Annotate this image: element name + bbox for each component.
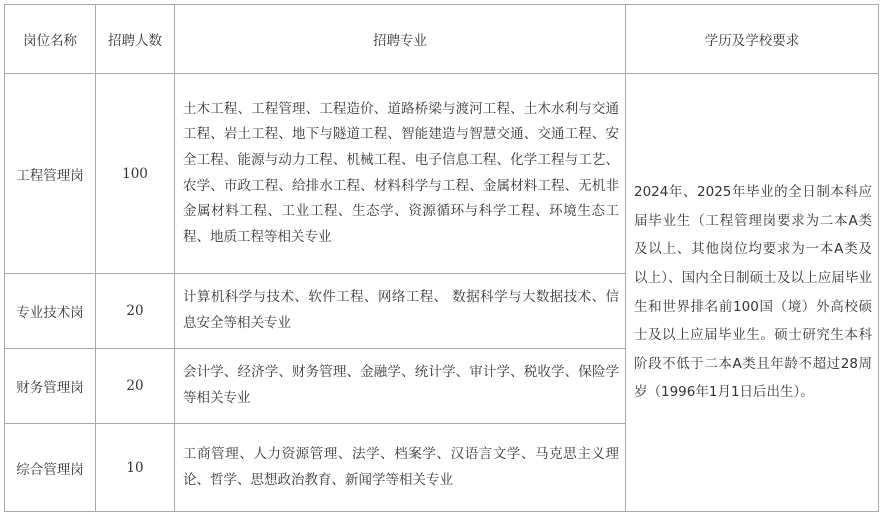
hire-count: 10 <box>96 424 175 512</box>
header-major: 招聘专业 <box>175 5 626 74</box>
table-header-row <box>5 5 879 74</box>
header-count: 招聘人数 <box>96 5 175 74</box>
major-list: 土木工程、工程管理、工程造价、道路桥梁与渡河工程、土木水利与交通工程、岩土工程、地下与隧道工程、智能建造与智慧交通、交通工程、安全工程、能源与动力工程、机械工程、电子信息工程、化学工程与工艺、农学、市政工程、给排水工程、材料科学与工程、金属材料工程、无机非金属材料工程、工业工程、生态学、资源循环与科学工程、环境生态工程、地质工程等相关专业 <box>175 74 626 274</box>
major-list: 会计学、经济学、财务管理、金融学、统计学、审计学、税收学、保险学等相关专业 <box>175 349 626 424</box>
recruitment-table-container <box>4 4 878 510</box>
position-name: 工程管理岗 <box>5 74 96 274</box>
hire-count: 100 <box>96 74 175 274</box>
hire-count: 20 <box>96 274 175 349</box>
position-name: 财务管理岗 <box>5 349 96 424</box>
table-row <box>5 74 879 274</box>
recruitment-table <box>4 4 879 512</box>
education-requirement: 2024年、2025年毕业的全日制本科应届毕业生（工程管理岗要求为二本A类及以上、其他岗位均要求为一本A类及以上）、国内全日制硕士及以上应届毕业生和世界排名前100国（境）外高校硕士及以上应届毕业生。硕士研究生本科阶段不低于二本A类且年龄不超过28周岁（1996年1月1日后出生）。 <box>626 74 879 512</box>
major-list: 工商管理、人力资源管理、法学、档案学、汉语言文学、马克思主义理论、哲学、思想政治教育、新闻学等相关专业 <box>175 424 626 512</box>
position-name: 综合管理岗 <box>5 424 96 512</box>
header-position: 岗位名称 <box>5 5 96 74</box>
position-name: 专业技术岗 <box>5 274 96 349</box>
hire-count: 20 <box>96 349 175 424</box>
header-requirement: 学历及学校要求 <box>626 5 879 74</box>
major-list: 计算机科学与技术、软件工程、网络工程、 数据科学与大数据技术、信息安全等相关专业 <box>175 274 626 349</box>
